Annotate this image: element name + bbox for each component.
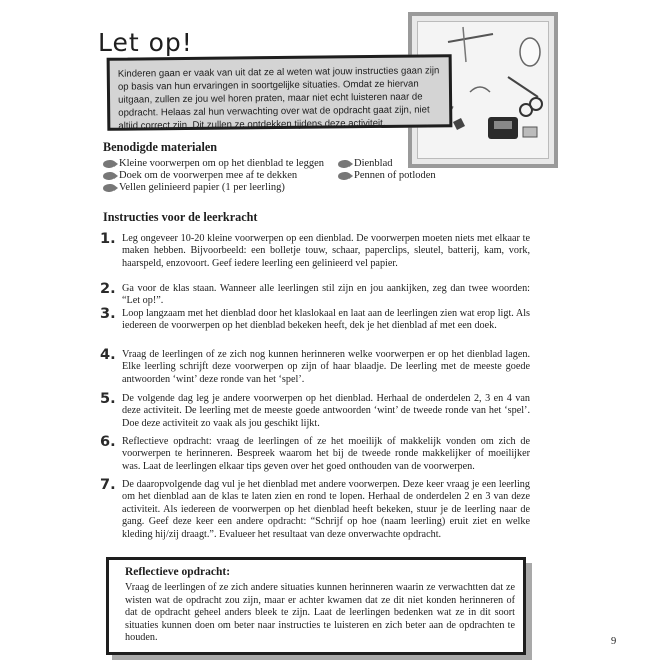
step-text: Ga voor de klas staan. Wanneer alle leerlingen stil zijn en jou aankijken, zeg dan twee woorden: “Let op!”. — [122, 283, 530, 307]
step-number: 6. — [100, 434, 116, 450]
step-number: 5. — [100, 391, 116, 407]
fish-bullet-icon — [338, 160, 350, 168]
list-item: Doek om de voorwerpen mee af te dekken — [103, 170, 324, 182]
fish-bullet-icon — [103, 172, 115, 180]
reflect-text: Vraag de leerlingen of ze zich andere situaties kunnen herinneren waarin ze verwachtten dat ze wisten wat de opdracht zou zijn, maar er achter kwamen dat ze dit niet konden herinneren of dat de opdracht geheel anders bleek te zijn. Laat de leerlingen bedenken wat ze in dit soort situaties kunnen doen om beter naar instructies te luisteren en zich beter aan de opdrachten te houden. — [125, 582, 515, 644]
list-item: Pennen of potloden — [338, 170, 436, 182]
step-text: Loop langzaam met het dienblad door het klaslokaal en laat aan de leerlingen zien wat erop ligt. Als iedereen de voorwerpen op het dienblad bekeken heeft, dek je het dienblad af met een doek. — [122, 308, 530, 332]
page-title: Let op! — [98, 28, 193, 57]
materials-heading: Benodigde materialen — [103, 140, 218, 154]
step-number: 2. — [100, 281, 116, 297]
step-text: De volgende dag leg je andere voorwerpen op het dienblad. Herhaal de onderdelen 2, 3 en 4 van deze activiteit. De leerling met de meeste goede antwoorden ‘wint’ de tweede ronde van het ‘spel’. Doe deze activiteit zo vaak als jou geschikt lijkt. — [122, 393, 530, 429]
page-number: 9 — [611, 636, 617, 647]
fish-bullet-icon — [103, 160, 115, 168]
step-text: Vraag de leerlingen of ze zich nog kunnen herinneren welke voorwerpen er op het dienblad lagen. Elke leerling schrijft deze voorwerpen op zijn of haar blaadje. De leerling met de meeste goede antwoorden ‘wint’ deze ronde van het ‘spel’. — [122, 349, 530, 385]
reflective-task-box — [106, 557, 526, 655]
step-number: 4. — [100, 347, 116, 363]
step-text: Leg ongeveer 10-20 kleine voorwerpen op een dienblad. De voorwerpen moeten niets met elkaar te maken hebben. Bijvoorbeeld: een bolletje touw, schaar, paperclips, sleutel, batterij, kam, vork, haarspeld, enzovoort. Geef iedere leerling een gelinieerd vel papier. — [122, 233, 530, 269]
list-item: Dienblad — [338, 158, 436, 170]
step-text: Reflectieve opdracht: vraag de leerlingen of ze het moeilijk of makkelijk vonden om zich de voorwerpen te herinneren. Bespreek waarom het bij de tweede ronde makkelijker of moeilijker was. Laat de leerlingen elkaar tips geven over het goed onthouden van de voorwerpen. — [122, 436, 530, 472]
list-item: Kleine voorwerpen om op het dienblad te leggen — [103, 158, 324, 170]
fish-bullet-icon — [103, 184, 115, 192]
instructions-heading: Instructies voor de leerkracht — [103, 210, 258, 224]
step-text: De daaropvolgende dag vul je het dienblad met andere voorwerpen. Deze keer vraag je een leerling om het dienblad aan de klas te laten zien en rond te lopen. Herhaal de onderdelen 2 en 3 van deze activiteit. Als iedereen de voorwerpen op het dienblad heeft bekeken, stuur je de leerling naar de gang. Geef deze keer een andere opdracht: “Schrijf op hoe (naam leerling) eruit ziet en welke kleding hij/zij draagt.”. Evalueer het resultaat van deze onverwachte opdracht. — [122, 479, 530, 540]
list-item: Vellen gelinieerd papier (1 per leerling) — [103, 182, 324, 194]
step-number: 1. — [100, 231, 116, 247]
fish-bullet-icon — [338, 172, 350, 180]
step-number: 7. — [100, 477, 116, 493]
materials-list — [103, 158, 523, 194]
reflect-title: Reflectieve opdracht: — [125, 566, 231, 578]
intro-banner: Kinderen gaan er vaak van uit dat ze al weten wat jouw instructies gaan zijn op basis van hun ervaringen in soortgelijke situaties. Omdat ze hiervan uitgaan, zullen ze jou wel horen praten, maar niet echt luisteren naar de opdracht. Helaas zal hun verwachting over wat de opdracht gaat zijn, niet altijd correct zijn. Dit zullen ze ontdekken tijdens deze activiteit. — [107, 54, 453, 131]
step-number: 3. — [100, 306, 116, 322]
